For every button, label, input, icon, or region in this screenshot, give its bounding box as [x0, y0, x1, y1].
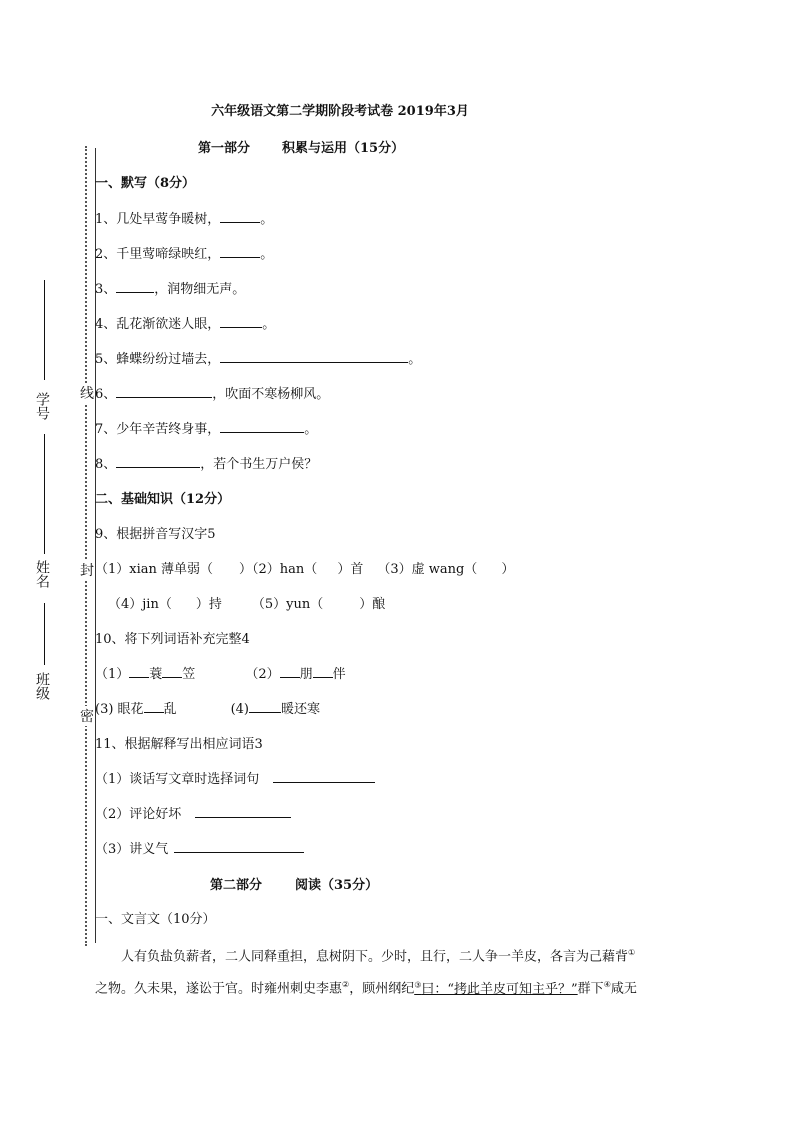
section1-title: 一、默写（8分） [95, 176, 196, 191]
underlined-quote [414, 982, 577, 997]
passage-text1: 人有负盐负薪者，二人同释重担，息树阴下。少时，且行，二人争一羊皮，各言为己藉背 [121, 949, 629, 965]
q6-text: 6、 [95, 387, 117, 402]
q9-title: 9、根据拼音写汉字5 [95, 527, 216, 542]
name-label: 姓名 [34, 560, 50, 588]
q9-item4-end: ）持 [195, 597, 222, 612]
q10-blank1a[interactable] [129, 665, 149, 678]
q9-item5-end: ）酿 [359, 597, 386, 612]
part1-label: 第一部分 [198, 141, 251, 156]
part2-title: 阅读（35分） [295, 878, 379, 893]
q9-item1: （1）xian 薄单弱（ [95, 562, 214, 577]
q9-item4: （4）jin（ [108, 597, 172, 612]
q9-row1 [95, 558, 514, 577]
section2-title: 二、基础知识（12分） [95, 492, 231, 507]
passage-text6: 咸无 [610, 981, 637, 997]
q2-text: 2、千里莺啼绿映红， [95, 247, 221, 262]
q10-blank2a[interactable] [280, 665, 300, 678]
class-line [44, 603, 45, 665]
q4 [95, 313, 275, 332]
passage-text4: 曰：“拷此羊皮可知主乎？” [421, 981, 578, 997]
q10-item2-label: （2） [245, 667, 280, 682]
q1-text: 1、几处早莺争暖树， [95, 212, 221, 227]
note-3: ③ [414, 980, 422, 990]
q9-item2: ）（2）han（ [239, 562, 318, 577]
q2-blank[interactable] [220, 245, 260, 258]
q7-blank[interactable] [220, 420, 304, 433]
q8-blank[interactable] [116, 455, 200, 468]
q6 [95, 383, 329, 402]
q10-item3-char: 乱 [163, 702, 177, 717]
name-line [44, 434, 45, 554]
passage-text3: ，顾州纲纪 [349, 981, 415, 997]
q10-item4-text: 暖还寒 [281, 702, 321, 717]
q10-row2 [95, 698, 320, 717]
q1-end: 。 [260, 212, 274, 227]
q9-item3: （3）虚 wang（ [377, 562, 478, 577]
q2 [95, 243, 273, 262]
q11-item2-text: （2）评论好坏 [95, 807, 182, 822]
q9-item3-end: ） [501, 562, 515, 577]
passage [95, 939, 705, 1004]
q8-text: 8、 [95, 457, 117, 472]
note-2: ② [342, 980, 350, 990]
part2-label: 第二部分 [210, 878, 263, 893]
q8 [95, 453, 317, 472]
q11-blank2[interactable] [195, 805, 291, 818]
q9-item2-end: ）首 [337, 562, 364, 577]
note-4: ④ [603, 980, 611, 990]
q4-text: 4、乱花渐欲迷人眼， [95, 317, 221, 332]
q3-text: 3、 [95, 282, 117, 297]
part1-title: 积累与运用（15分） [282, 141, 405, 156]
q9-item5: （5）yun（ [251, 597, 324, 612]
q10-blank3[interactable] [144, 700, 164, 713]
passage-text2: 之物。久未果，遂讼于官。时雍州刺史李惠 [95, 981, 343, 997]
q5 [95, 348, 421, 367]
q11-row3 [95, 838, 304, 857]
q6-blank[interactable] [116, 385, 212, 398]
passage-text5: 群下 [577, 981, 604, 997]
q4-end: 。 [262, 317, 276, 332]
binding-solid-line [95, 148, 96, 943]
section3-title: 一、文言文（10分） [95, 912, 216, 927]
q10-item2-char1: 朋 [299, 667, 313, 682]
q10-blank1b[interactable] [162, 665, 182, 678]
binding-mark-feng: 封 [80, 560, 94, 580]
q5-blank[interactable] [220, 350, 408, 363]
q10-row1 [95, 663, 346, 682]
student-id-line [44, 280, 45, 380]
q10-title: 10、将下列词语补充完整4 [95, 632, 250, 647]
binding-mark-mi: 密 [80, 706, 94, 726]
q3-blank[interactable] [116, 280, 154, 293]
q7 [95, 418, 317, 437]
q3 [95, 278, 245, 297]
q1-blank[interactable] [220, 210, 260, 223]
q3-end: ，润物细无声。 [154, 282, 246, 297]
passage-line1 [95, 939, 705, 971]
q10-item3-text: (3) 眼花 [95, 702, 144, 717]
q2-end: 。 [260, 247, 274, 262]
class-label: 班级 [34, 672, 50, 700]
page-title: 六年级语文第二学期阶段考试卷 2019年3月 [211, 104, 469, 119]
q11-item1-text: （1）谈话写文章时选择词句 [95, 772, 260, 787]
q6-end: ，吹面不寒杨柳风。 [212, 387, 330, 402]
q10-item1-char2: 笠 [182, 667, 196, 682]
q10-item1-label: （1） [95, 667, 130, 682]
binding-mark-xian: 线 [80, 383, 94, 403]
q10-item2-char2: 伴 [332, 667, 346, 682]
q10-blank2b[interactable] [313, 665, 333, 678]
q1 [95, 208, 273, 227]
note-1: ① [628, 948, 636, 957]
q7-end: 。 [304, 422, 318, 437]
q11-row1 [95, 768, 375, 787]
q8-end: ，若个书生万户侯？ [200, 457, 318, 472]
q9-row2 [108, 593, 385, 612]
q5-text: 5、蜂蝶纷纷过墙去， [95, 352, 221, 367]
q11-title: 11、根据解释写出相应词语3 [95, 737, 263, 752]
passage-line2 [95, 971, 705, 1003]
q11-blank1[interactable] [273, 770, 375, 783]
binding-dotted-line [85, 146, 87, 946]
q10-item4-label: (4) [230, 702, 249, 717]
q5-end: 。 [408, 352, 422, 367]
q7-text: 7、少年辛苦终身事， [95, 422, 221, 437]
q11-item3-text: （3）讲义气 [95, 842, 169, 857]
q11-blank3[interactable] [174, 840, 304, 853]
q11-row2 [95, 803, 291, 822]
q10-item1-char1: 蓑 [149, 667, 163, 682]
student-id-label: 学号 [34, 392, 50, 420]
q10-blank4[interactable] [249, 700, 281, 713]
q4-blank[interactable] [220, 315, 262, 328]
